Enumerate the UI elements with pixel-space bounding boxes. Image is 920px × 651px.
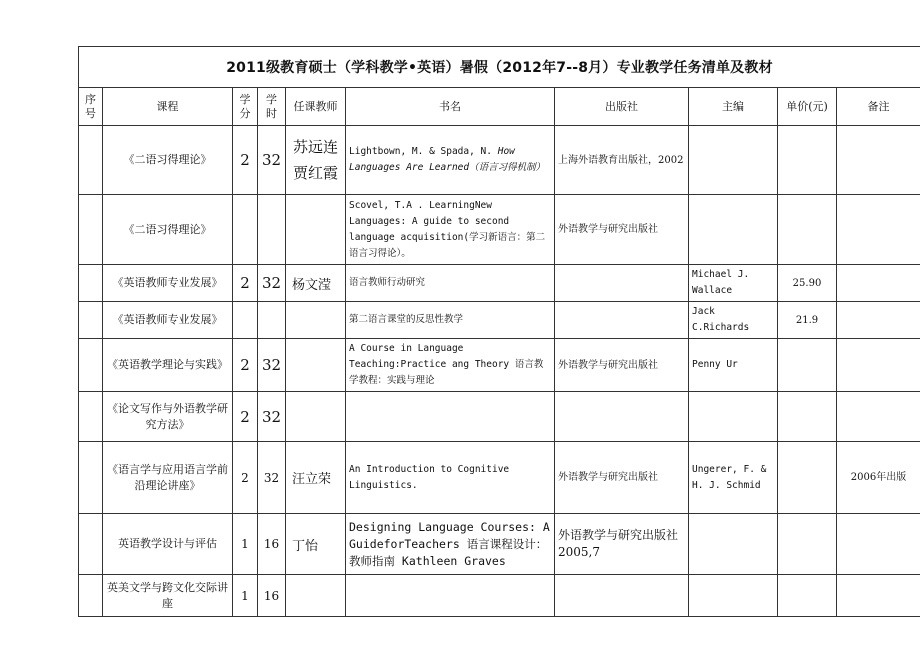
book-authors: Lightbown, M. & Spada, N. [349, 146, 498, 157]
course-cell: 《论文写作与外语教学研究方法》 [103, 392, 233, 442]
book-cell: A Course in Language Teaching:Practice ang Theory 语言教学教程：实践与理论 [346, 339, 555, 392]
header-price: 单价(元) [778, 88, 837, 126]
teacher-cell: 汪立荣 [286, 442, 346, 514]
credit-cell: 2 [233, 339, 258, 392]
header-teacher: 任课教师 [286, 88, 346, 126]
credit-cell: 1 [233, 575, 258, 617]
seq-cell [79, 575, 103, 617]
credit-cell: 2 [233, 265, 258, 302]
editor-cell: Ungerer, F. & H. J. Schmid [689, 442, 778, 514]
note-cell: 2006年出版 [837, 442, 920, 514]
hours-cell: 32 [258, 392, 286, 442]
price-cell [778, 392, 837, 442]
editor-cell: Jack C.Richards [689, 302, 778, 339]
editor-cell [689, 126, 778, 195]
header-hours: 学时 [258, 88, 286, 126]
book-cell [346, 126, 555, 195]
book-cell: 语言教师行动研究 [346, 265, 555, 302]
price-cell [778, 442, 837, 514]
publisher-cell [555, 302, 689, 339]
document-title: 2011级教育硕士（学科教学•英语）暑假（2012年7--8月）专业教学任务清单及教材 [79, 47, 920, 88]
course-cell: 《二语习得理论》 [103, 126, 233, 195]
teacher-cell: 丁怡 [286, 514, 346, 575]
seq-cell [79, 339, 103, 392]
publisher-cell: 外语教学与研究出版社 [555, 442, 689, 514]
price-cell [778, 126, 837, 195]
price-cell [778, 514, 837, 575]
teacher-cell [286, 195, 346, 265]
table-row [79, 265, 920, 302]
book-cell: Designing Language Courses: A GuideforTeachers 语言课程设计：教师指南 Kathleen Graves [346, 514, 555, 575]
seq-cell [79, 302, 103, 339]
task-table [78, 46, 920, 617]
editor-cell [689, 392, 778, 442]
publisher-cell [555, 265, 689, 302]
credit-cell: 2 [233, 126, 258, 195]
book-cell: Scovel, T.A . LearningNew Languages: A guide to second language acquisition(学习新语言：第二语言习得论）。 [346, 195, 555, 265]
price-cell [778, 339, 837, 392]
teacher-cell: 苏远连 贾红霞 [286, 126, 346, 195]
seq-cell [79, 126, 103, 195]
course-cell: 《二语习得理论》 [103, 195, 233, 265]
header-note: 备注 [837, 88, 920, 126]
note-cell [837, 265, 920, 302]
note-cell [837, 302, 920, 339]
editor-cell [689, 575, 778, 617]
table-row [79, 126, 920, 195]
table-row [79, 442, 920, 514]
course-cell: 英美文学与跨文化交际讲座 [103, 575, 233, 617]
teacher-cell: 杨文滢 [286, 265, 346, 302]
publisher-cell [555, 575, 689, 617]
book-cell [346, 575, 555, 617]
seq-cell [79, 265, 103, 302]
header-seq: 序号 [79, 88, 103, 126]
note-cell [837, 575, 920, 617]
book-cell: 第二语言课堂的反思性教学 [346, 302, 555, 339]
task-list-sheet [78, 46, 920, 617]
price-cell [778, 575, 837, 617]
credit-cell: 2 [233, 392, 258, 442]
header-course: 课程 [103, 88, 233, 126]
book-cell [346, 392, 555, 442]
price-cell: 25.90 [778, 265, 837, 302]
hours-cell [258, 302, 286, 339]
editor-cell: Michael J. Wallace [689, 265, 778, 302]
note-cell [837, 339, 920, 392]
teacher-cell [286, 302, 346, 339]
hours-cell: 32 [258, 126, 286, 195]
hours-cell: 16 [258, 575, 286, 617]
table-row [79, 339, 920, 392]
price-cell: 21.9 [778, 302, 837, 339]
teacher-cell [286, 339, 346, 392]
seq-cell [79, 392, 103, 442]
note-cell [837, 514, 920, 575]
seq-cell [79, 514, 103, 575]
seq-cell [79, 195, 103, 265]
book-cell: An Introduction to Cognitive Linguistics. [346, 442, 555, 514]
hours-cell: 32 [258, 442, 286, 514]
course-cell: 《英语教师专业发展》 [103, 302, 233, 339]
publisher-cell: 外语教学与研究出版社 2005,7 [555, 514, 689, 575]
editor-cell [689, 195, 778, 265]
teacher-cell [286, 392, 346, 442]
header-book: 书名 [346, 88, 555, 126]
publisher-cell: 上海外语教育出版社，2002 [555, 126, 689, 195]
editor-cell: Penny Ur [689, 339, 778, 392]
hours-cell [258, 195, 286, 265]
note-cell [837, 195, 920, 265]
title-row [79, 47, 920, 88]
header-row [79, 88, 920, 126]
book-title: How Languages Are Learned（语言习得机制） [349, 146, 546, 173]
table-row [79, 195, 920, 265]
editor-cell [689, 514, 778, 575]
note-cell [837, 126, 920, 195]
publisher-cell: 外语教学与研究出版社 [555, 195, 689, 265]
table-row [79, 575, 920, 617]
course-cell: 英语教学设计与评估 [103, 514, 233, 575]
table-row [79, 514, 920, 575]
header-editor: 主编 [689, 88, 778, 126]
credit-cell [233, 302, 258, 339]
course-cell: 《语言学与应用语言学前沿理论讲座》 [103, 442, 233, 514]
teacher-cell [286, 575, 346, 617]
publisher-cell: 外语教学与研究出版社 [555, 339, 689, 392]
hours-cell: 16 [258, 514, 286, 575]
header-credit: 学分 [233, 88, 258, 126]
credit-cell: 1 [233, 514, 258, 575]
note-cell [837, 392, 920, 442]
hours-cell: 32 [258, 339, 286, 392]
publisher-cell [555, 392, 689, 442]
price-cell [778, 195, 837, 265]
course-cell: 《英语教学理论与实践》 [103, 339, 233, 392]
table-row [79, 302, 920, 339]
course-cell: 《英语教师专业发展》 [103, 265, 233, 302]
header-publisher: 出版社 [555, 88, 689, 126]
table-row [79, 392, 920, 442]
credit-cell: 2 [233, 442, 258, 514]
credit-cell [233, 195, 258, 265]
seq-cell [79, 442, 103, 514]
hours-cell: 32 [258, 265, 286, 302]
